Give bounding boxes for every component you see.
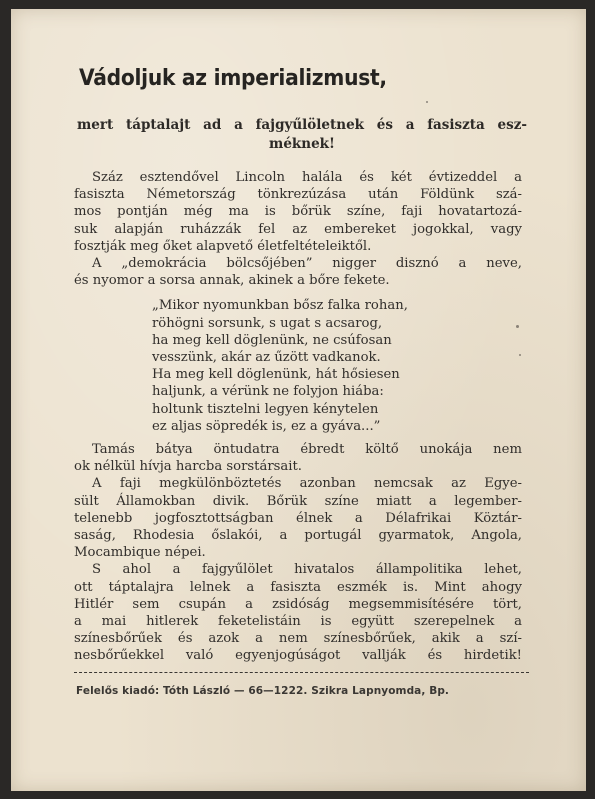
divider-rule (74, 672, 529, 673)
text-line: Száz esztendővel Lincoln halála és két évtizeddel a (92, 170, 522, 185)
poem-line: vesszünk, akár az űzött vadkanok. (152, 350, 381, 366)
text-line: nesbőrűekkel való egyenjogúságot vallják és hirdetik! (74, 648, 522, 664)
poem-line: haljunk, a vérünk ne folyjon hiába: (152, 384, 384, 400)
text-line: és nyomor a sorsa annak, akinek a bőre fekete. (74, 273, 390, 289)
poem-quote (152, 297, 522, 435)
text-line: saság, Rhodesia őslakói, a portugál gyarmatok, Angola, (74, 528, 522, 544)
paper-speck (519, 354, 521, 356)
publisher-imprint: Felelős kiadó: Tóth László — 66—1222. Szikra Lapnyomda, Bp. (76, 685, 450, 697)
text-line: A „demokrácia bölcsőjében” nigger disznó a neve, (92, 256, 522, 272)
text-line: S ahol a fajgyűlölet hivatalos állampolitika lehet, (92, 562, 522, 578)
paragraph-2 (74, 255, 522, 289)
text-line: Hitlér sem csupán a zsidóság megsemmisítésére tört, (74, 596, 522, 612)
paper-speck (426, 101, 428, 103)
poem-line: ha meg kell döglenünk, ne csúfosan (152, 332, 392, 348)
paper-speck (516, 325, 519, 328)
leaflet-subtitle (77, 116, 527, 154)
text-line: fasiszta Németország tönkrezúzása után Földünk szá- (74, 187, 522, 203)
leaflet-title: Vádoljuk az imperializmust, (79, 66, 387, 91)
text-line: telenebb jogfosztottságban élnek a Délafrikai Köztár- (74, 510, 522, 526)
text-line: suk alapján ruházzák fel az embereket jogokkal, vagy (74, 221, 522, 237)
text-line: a mai hitlerek feketelistáin is együtt szerepelnek a (74, 614, 522, 630)
paragraph-1 (74, 169, 522, 255)
text-line: sült Államokban divik. Bőrük színe miatt a legember- (74, 493, 522, 509)
leaflet-body (74, 169, 522, 665)
poem-line: Ha meg kell döglenünk, hát hősiesen (152, 367, 400, 383)
poem-line: „Mikor nyomunkban bősz falka rohan, (152, 298, 408, 314)
paragraph-4 (74, 475, 522, 561)
text-line: színesbőrűek és azok a nem színesbőrűek, akik a szí- (74, 631, 522, 647)
poem-line: ez aljas söpredék is, ez a gyáva...” (152, 418, 381, 434)
poem-line: röhögni sorsunk, s ugat s acsarog, (152, 315, 383, 331)
text-line: ok nélkül hívja harcba sorstársait. (74, 459, 302, 475)
subtitle-line: mert táptalajt ad a fajgyűlöletnek és a fasiszta esz- (77, 117, 527, 133)
poem-line: holtunk tisztelni legyen kénytelen (152, 401, 379, 417)
leaflet-page (11, 9, 586, 791)
text-line: Tamás bátya öntudatra ébredt költő unokája nem (92, 442, 522, 458)
subtitle-line: méknek! (269, 136, 335, 152)
text-line: mos pontján még ma is bőrük színe, faji hovatartozá- (74, 204, 522, 220)
paragraph-5 (74, 561, 522, 664)
text-line: fosztják meg őket alapvető életfeltételeiktől. (74, 238, 372, 254)
text-line: ott táptalajra lelnek a fasiszta eszmék is. Mint ahogy (74, 579, 522, 595)
text-line: A faji megkülönböztetés azonban nemcsak az Egye- (92, 476, 522, 492)
paragraph-3 (74, 441, 522, 475)
text-line: Mocambique népei. (74, 545, 206, 561)
